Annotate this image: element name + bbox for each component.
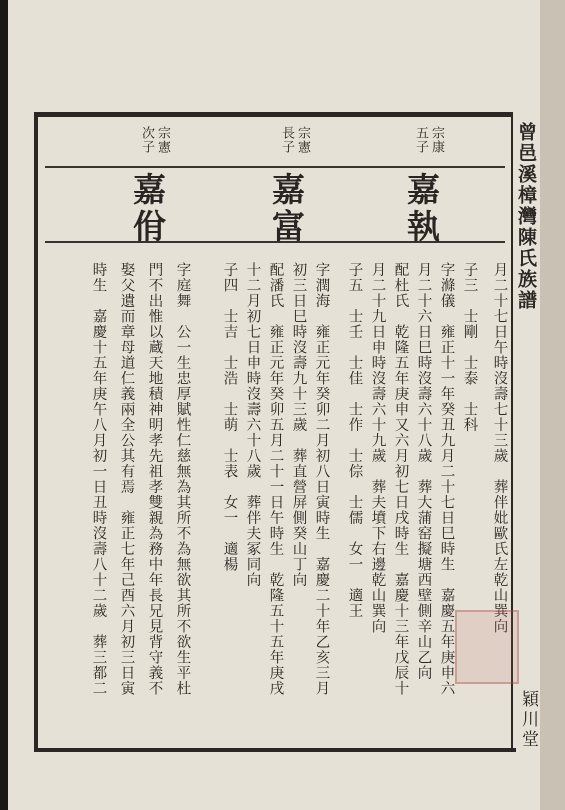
prev-page-tail: 月二十七日午時沒壽七十三歲 葬伴妣歐氏左乾山巽向 <box>491 262 508 634</box>
entry-line: 月二十九日申時沒壽六十九歲 葬夫墳下右邊乾山巽向 <box>369 262 386 634</box>
entry-relation-b: 次子 <box>139 126 154 154</box>
hall-name: 穎川堂 <box>518 690 538 750</box>
divider-upper <box>45 166 505 168</box>
entry-line: 子三 士剛 士泰 士科 <box>461 262 478 433</box>
entry-name: 嘉執 <box>402 172 441 246</box>
entry-line: 字潤海 雍正元年癸卯二月初八日寅時生 嘉慶二十年乙亥三月 <box>313 262 330 696</box>
book-title: 曾邑溪樟灣陳氏族譜 <box>515 122 537 311</box>
entry-relation-a: 宗康 <box>429 126 444 154</box>
book-edge <box>540 0 565 810</box>
entry-relation-b: 五子 <box>413 126 428 154</box>
entry-line: 配杜氏 乾隆五年庚申又六月初七日戌時生 嘉慶十三年戊辰十 <box>392 262 409 696</box>
frame-bottom-border <box>34 748 516 752</box>
frame-top-border <box>38 112 513 117</box>
collector-seal <box>455 610 519 684</box>
entry-relation-a: 宗憲 <box>155 126 170 154</box>
entry-line: 十二月初七日申時沒壽六十八歲 葬伴夫冢同向 <box>244 262 261 588</box>
entry-line: 時生 嘉慶十五年庚午八月初一日丑時沒壽八十二歲 葬三都二 <box>90 262 107 696</box>
entry-line: 子五 士壬 士佳 士作 士倧 士儒 女一 適王 <box>346 262 363 619</box>
entry-line: 門不出惟以蔵天地積神明孝先祖孝雙親為務中年長兄見背守義不 <box>146 262 163 696</box>
entry-line: 字庭舞 公一生忠厚賦性仁慈無為其所不為無欲其所不欲生平杜 <box>174 262 191 696</box>
entry-line: 配潘氏 雍正元年癸卯五月二十一日午時生 乾隆五十五年庚戌 <box>267 262 284 696</box>
entry-relation-a: 宗憲 <box>295 126 310 154</box>
entry-relation-b: 長子 <box>279 126 294 154</box>
entry-line: 字滌儀 雍正十一年癸丑九月二十七日巳時生 嘉慶五年庚申六 <box>438 262 455 696</box>
entry-line: 娶父遺而章母道仁義兩全公其有焉 雍正七年己酉六月初三日寅 <box>118 262 135 696</box>
entry-line: 月二十六日巳時沒壽六十八歲 葬大蒲窑擬塘西壁側辛山乙向 <box>415 262 432 681</box>
entry-line: 初三日巳時沒壽九十三歲 葬直營屏側癸山丁向 <box>290 262 307 588</box>
entry-name: 嘉佾 <box>128 172 167 246</box>
frame-left-border <box>34 112 38 752</box>
entry-line: 子四 士吉 士浩 士萌 士表 女一 適楊 <box>221 262 238 572</box>
entry-name: 嘉富 <box>267 172 306 246</box>
